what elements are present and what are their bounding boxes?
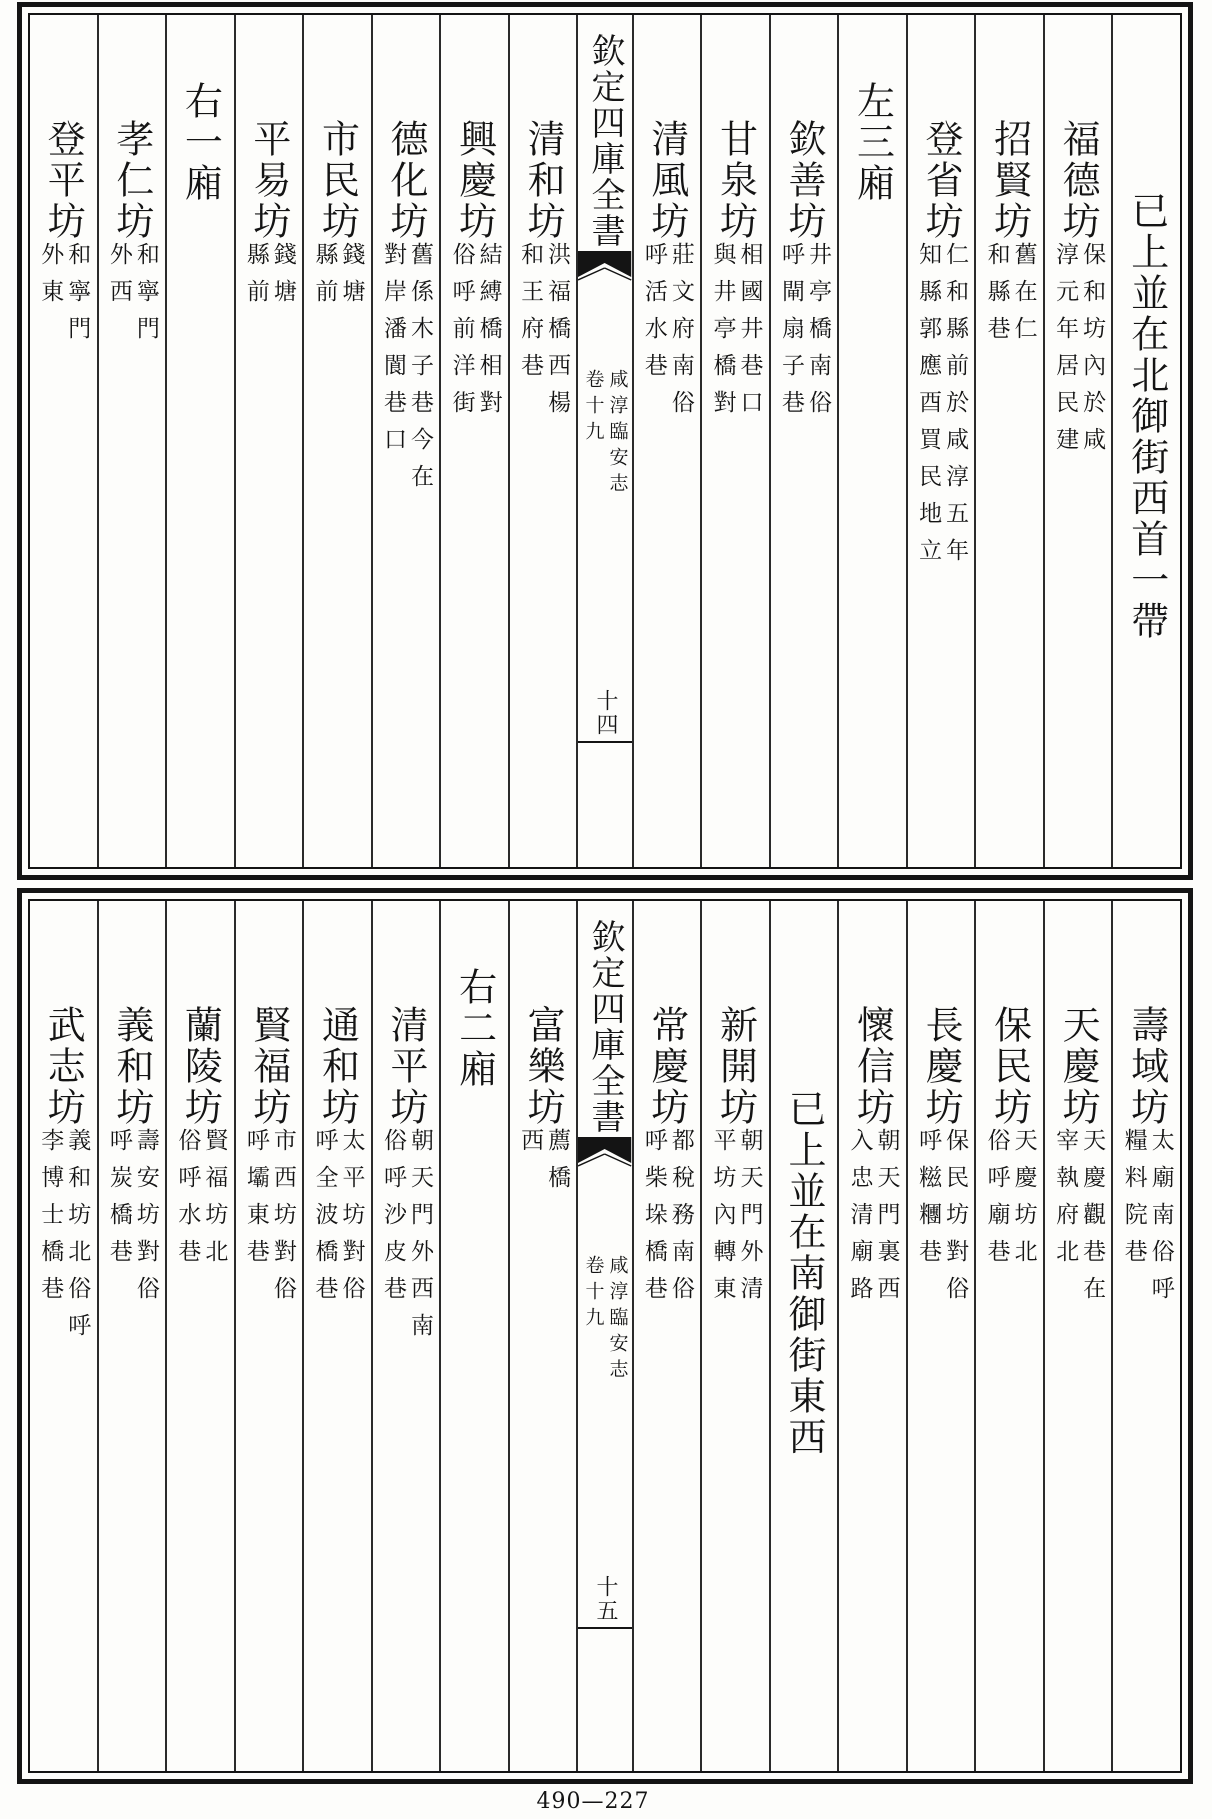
ward-entry-column [906,15,975,867]
ward-name: 興慶坊 [452,119,497,242]
ward-entry-column [302,901,371,1771]
page-number-block [578,1575,631,1629]
annotation-left-line: 對岸潘閬巷口 [380,242,407,464]
ward-annotation [642,1128,692,1313]
work-title: 咸淳臨安志 [606,1255,629,1385]
annotation-right-line: 義和坊北俗呼 [64,1128,91,1350]
ward-annotation [1052,242,1106,464]
ward-annotation [107,1128,157,1313]
ward-name: 新開坊 [713,1005,758,1128]
ward-annotation [915,1128,969,1313]
annotation-left-line: 呼閘扇子巷 [777,242,804,427]
ward-entry-column [700,15,769,867]
ward-entry-column [837,901,906,1771]
ward-entry-column [439,15,508,867]
annotation-left-line: 呼糍糰巷 [915,1128,942,1276]
ward-annotation [848,1128,898,1313]
ward-entry-column [165,901,234,1771]
ward-name: 壽域坊 [1124,1005,1169,1128]
annotation-left-line: 俗呼水巷 [174,1128,201,1276]
fishtail-mark-icon [578,1137,631,1167]
ward-annotation [37,1128,91,1350]
ward-annotation [174,1128,228,1276]
volume-number: 卷十九 [582,1255,605,1333]
ward-annotation [1122,1128,1172,1313]
ward-name: 賢福坊 [246,1005,291,1128]
ward-name: 富樂坊 [521,1005,566,1128]
ward-annotation [517,1128,571,1202]
annotation-left-line: 淳元年居民建 [1052,242,1079,464]
ward-entry-column [30,15,97,867]
page-number-rule [578,741,631,743]
summary-column [1111,15,1180,867]
ward-entry-column [97,15,166,867]
ward-annotation [107,242,157,353]
ward-annotation [709,242,763,427]
annotation-right-line: 錢塘 [338,242,365,316]
ward-name: 甘泉坊 [713,119,758,242]
ward-entry-column [97,901,166,1771]
annotation-left-line: 李博士橋巷 [37,1128,64,1313]
annotation-left-line: 平坊內轉東 [709,1128,736,1313]
ward-annotation [517,242,571,427]
ward-name: 德化坊 [384,119,429,242]
fishtail-mark-icon [578,251,631,281]
annotation-left-line: 俗呼廟巷 [983,1128,1010,1276]
ward-annotation [244,242,294,316]
ward-annotation [985,1128,1035,1276]
district-heading: 右二廂 [452,967,497,1090]
ward-entry-column [371,15,440,867]
annotation-right-line: 朝天門外西南 [407,1128,434,1350]
ward-entry-column [632,901,701,1771]
annotation-right-line: 仁和縣前於咸淳五年 [942,242,969,575]
summary-text: 已上並在北御街西首一帶 [1124,191,1169,642]
volume-number: 卷十九 [582,369,605,447]
annotation-left-line: 呼活水巷 [640,242,667,390]
annotation-right-line: 朝天門外清 [736,1128,763,1313]
ward-annotation [380,1128,434,1350]
ward-name: 登省坊 [919,119,964,242]
annotation-left-line: 糧料院巷 [1120,1128,1147,1276]
work-and-volume [584,369,627,499]
annotation-left-line: 西 [517,1128,544,1165]
ward-annotation [380,242,434,501]
district-heading: 左三廂 [850,81,895,204]
annotation-right-line: 舊係木子巷今在 [407,242,434,501]
annotation-right-line: 市西坊對俗 [269,1128,296,1313]
ward-entry-column [974,901,1043,1771]
ward-annotation [779,242,829,427]
ward-entry-column [234,15,303,867]
ward-entry-column [30,901,97,1771]
summary-column [769,901,838,1771]
annotation-left-line: 外東 [37,242,64,316]
page-number-rule [578,1627,631,1629]
page-number: 十四 [593,689,618,737]
page-number-block [578,689,631,743]
ward-annotation [1052,1128,1106,1313]
annotation-left-line: 知縣郭應酉買民地立 [915,242,942,575]
annotation-right-line: 天慶觀巷在 [1079,1128,1106,1313]
ward-name: 常慶坊 [644,1005,689,1128]
ward-name: 蘭陵坊 [178,1005,223,1128]
ward-name: 欽善坊 [781,119,826,242]
annotation-left-line: 呼全波橋巷 [311,1128,338,1313]
ward-entry-column [1043,15,1112,867]
annotation-left-line: 和王府巷 [517,242,544,390]
ward-entry-column [508,901,577,1771]
annotation-right-line: 都稅務南俗 [667,1128,694,1313]
ward-entry-column [508,15,577,867]
collection-title: 欽定四庫全書 [585,919,625,1135]
ward-annotation [642,242,692,427]
annotation-left-line: 俗呼前洋街 [448,242,475,427]
ward-name: 市民坊 [315,119,360,242]
district-heading-column [837,15,906,867]
center-fold-banxin [576,15,631,867]
annotation-right-line: 相國井巷口 [736,242,763,427]
annotation-left-line: 和縣巷 [983,242,1010,353]
ward-name: 清和坊 [521,119,566,242]
work-and-volume [584,1255,627,1385]
lower-leaf-frame [17,888,1193,1784]
ward-name: 登平坊 [41,119,86,242]
annotation-right-line: 壽安坊對俗 [132,1128,159,1313]
district-heading: 右一廂 [178,81,223,204]
annotation-left-line: 縣前 [242,242,269,316]
upper-column-grid [28,13,1182,869]
annotation-right-line: 保和坊內於咸 [1079,242,1106,464]
ward-annotation [37,242,91,353]
district-heading-column [165,15,234,867]
ward-name: 孝仁坊 [109,119,154,242]
ward-name: 武志坊 [41,1005,86,1128]
annotation-right-line: 結縛橋相對 [475,242,502,427]
ward-entry-column [371,901,440,1771]
ward-name: 福德坊 [1056,119,1101,242]
annotation-right-line: 和寧門 [64,242,91,353]
ward-entry-column [769,15,838,867]
ward-entry-column [906,901,975,1771]
annotation-right-line: 薦橋 [544,1128,571,1202]
ward-entry-column [234,901,303,1771]
ward-name: 天慶坊 [1056,1005,1101,1128]
ward-entry-column [1043,901,1112,1771]
summary-text: 已上並在南御街東西 [781,1089,826,1458]
ward-annotation [915,242,969,575]
ward-name: 平易坊 [246,119,291,242]
annotation-left-line: 俗呼沙皮巷 [380,1128,407,1313]
annotation-right-line: 洪福橋西楊 [544,242,571,427]
work-title: 咸淳臨安志 [606,369,629,499]
ward-name: 清平坊 [384,1005,429,1128]
ward-name: 招賢坊 [987,119,1032,242]
annotation-left-line: 呼壩東巷 [242,1128,269,1276]
ward-entry-column [632,15,701,867]
annotation-right-line: 太廟南俗呼 [1147,1128,1174,1313]
annotation-right-line: 保民坊對俗 [942,1128,969,1313]
annotation-left-line: 縣前 [311,242,338,316]
annotation-right-line: 錢塘 [269,242,296,316]
center-fold-banxin [576,901,631,1771]
ward-annotation [450,242,500,427]
page-number: 十五 [593,1575,618,1623]
ward-name: 清風坊 [644,119,689,242]
ward-name: 通和坊 [315,1005,360,1128]
ward-entry-column [974,15,1043,867]
ward-entry-column [1111,901,1180,1771]
district-heading-column [439,901,508,1771]
ward-annotation [311,242,365,316]
ward-name: 義和坊 [109,1005,154,1128]
ward-annotation [311,1128,365,1313]
ward-annotation [244,1128,294,1313]
annotation-left-line: 入忠清廟路 [846,1128,873,1313]
upper-leaf-frame [17,2,1193,880]
annotation-right-line: 舊在仁 [1010,242,1037,353]
annotation-right-line: 賢福坊北 [201,1128,228,1276]
ward-name: 保民坊 [987,1005,1032,1128]
ward-name: 長慶坊 [919,1005,964,1128]
annotation-right-line: 朝天門裏西 [873,1128,900,1313]
lower-column-grid [28,899,1182,1773]
ward-entry-column [302,15,371,867]
collection-title: 欽定四庫全書 [585,33,625,249]
ward-annotation [985,242,1035,353]
annotation-right-line: 和寧門 [132,242,159,353]
annotation-right-line: 太平坊對俗 [338,1128,365,1313]
ward-entry-column [700,901,769,1771]
annotation-right-line: 天慶坊北 [1010,1128,1037,1276]
annotation-left-line: 外西 [105,242,132,316]
catalog-number: 490—227 [536,1789,650,1814]
annotation-right-line: 莊文府南俗 [667,242,694,427]
annotation-left-line: 呼炭橋巷 [105,1128,132,1276]
ward-name: 懷信坊 [850,1005,895,1128]
annotation-left-line: 呼柴垛橋巷 [640,1128,667,1313]
annotation-left-line: 與井亭橋對 [709,242,736,427]
annotation-left-line: 宰執府北 [1052,1128,1079,1276]
annotation-right-line: 井亭橋南俗 [804,242,831,427]
ward-annotation [709,1128,763,1313]
